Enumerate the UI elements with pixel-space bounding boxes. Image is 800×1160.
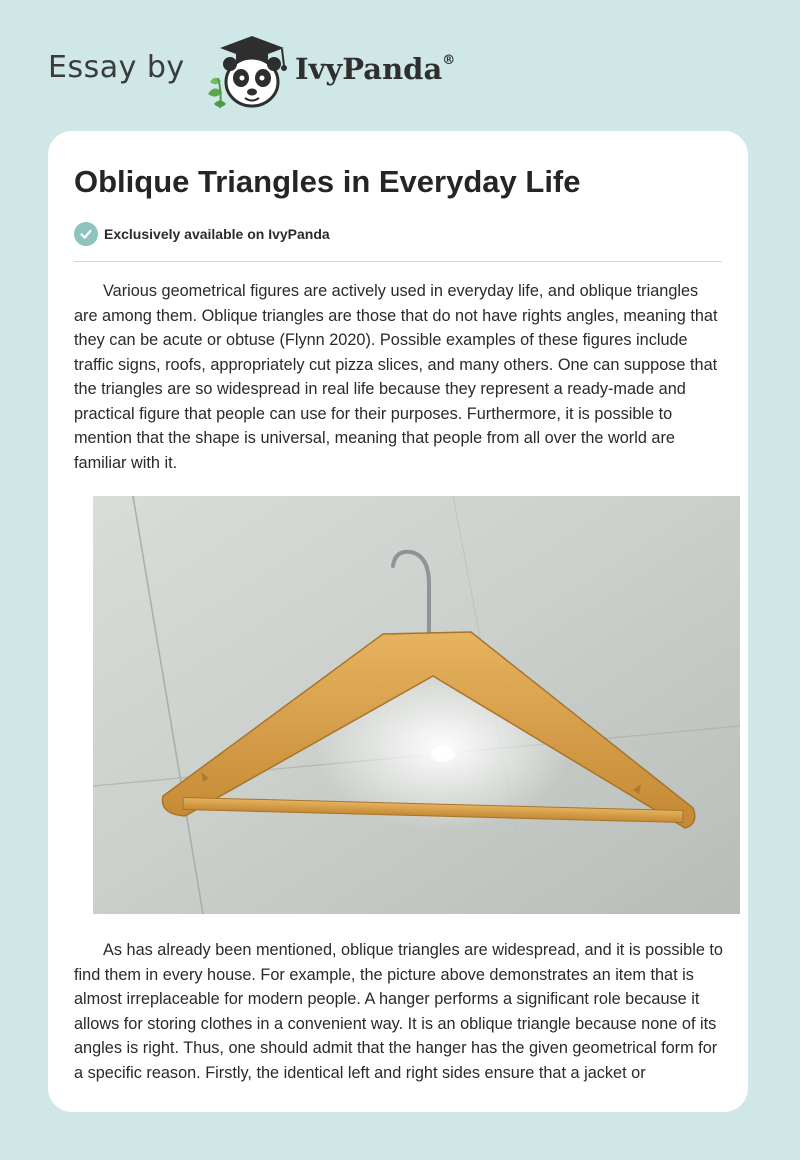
- essay-by-label: Essay by: [48, 50, 185, 85]
- paragraph-1: Various geometrical figures are actively used in everyday life, and oblique triangles are among them. Oblique triangles are those that do not have rights angles, meaning that they can be acute or obtuse (Flynn 2020). Possible examples of these figures include traffic signs, roofs, appropriately cut pizza slices, and many others. One can suppose that the triangles are so widespread in real life because they represent a ready-made and practical figure that people can use for their purposes. Furthermore, it is possible to mention that the shape is universal, meaning that people from all over the world are familiar with it.: [74, 282, 718, 472]
- article-title: Oblique Triangles in Everyday Life: [74, 164, 581, 199]
- paragraph-2: As has already been mentioned, oblique triangles are widespread, and it is possible to find them in every house. For example, the picture above demonstrates an item that is almost irreplaceable for modern people. A hanger performs a significant role because it allows for storing clothes in a convenient way. It is an oblique triangle because none of its angles is right. Thus, one should admit that the hanger has the given geometrical form for a specific reason. Firstly, the identical left and right sides ensure that a jacket or: [74, 941, 723, 1082]
- exclusive-badge: [74, 221, 330, 247]
- brand-text: IvyPanda: [295, 52, 443, 86]
- check-circle-icon: [74, 222, 98, 246]
- site-header: [0, 0, 800, 120]
- article-card: [48, 131, 748, 1112]
- registered-mark: ®: [442, 53, 456, 69]
- divider: [74, 261, 722, 262]
- brand-name[interactable]: [295, 52, 455, 86]
- exclusive-badge-text: Exclusively available on IvyPanda: [104, 226, 330, 242]
- hanger-photo: [93, 496, 740, 914]
- panda-graduate-icon[interactable]: [200, 34, 300, 110]
